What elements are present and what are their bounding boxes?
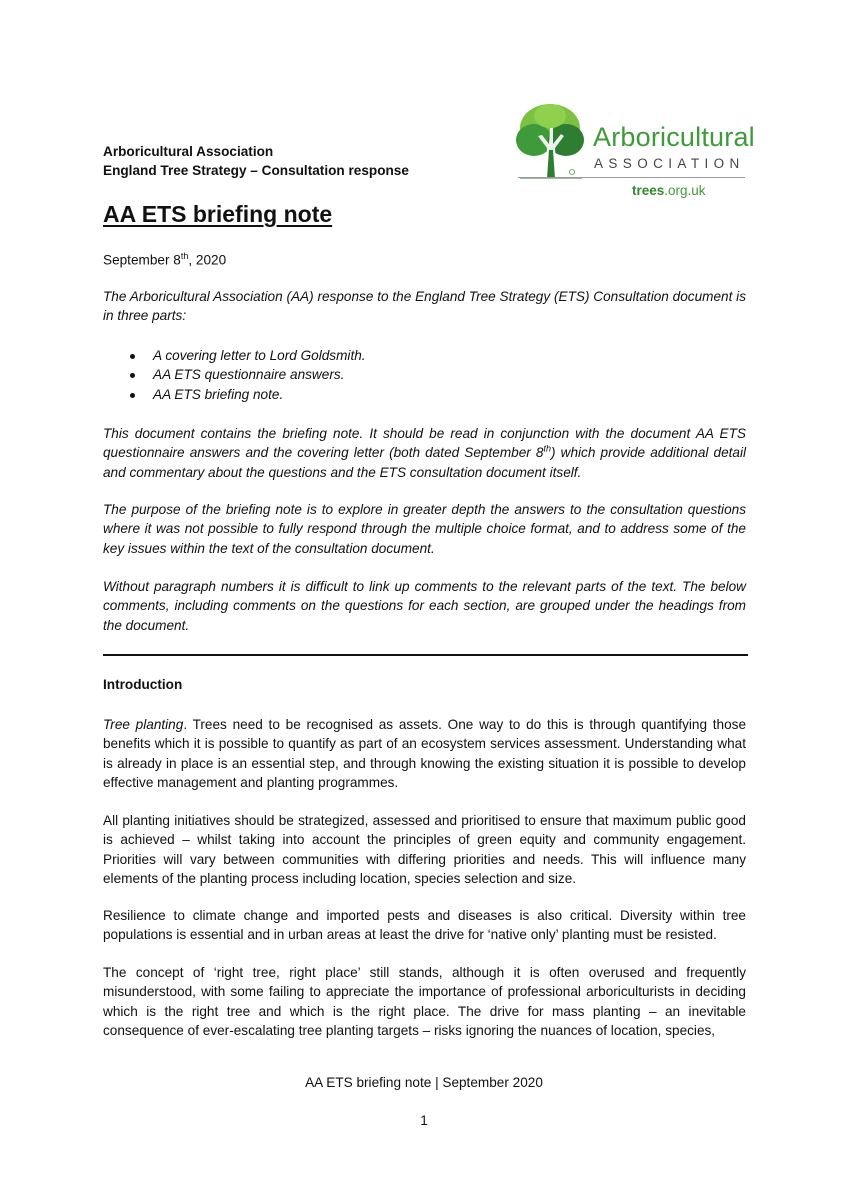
bullet-icon [130, 373, 135, 378]
logo-url-bold: trees [632, 183, 665, 198]
page-footer: AA ETS briefing note | September 2020 [305, 1075, 543, 1090]
intro-paragraph-2: This document contains the briefing note. It should be read in conjunction with the document AA ETS questionnaire answers and the covering letter (both dated September 8th) which provide additional detail and commentary about the questions and the ETS consultation document itself. [103, 426, 747, 480]
tree-logo-icon [512, 100, 590, 180]
section-paragraph-1: Tree planting. Trees need to be recognised as assets. One way to do this is through quantifying those benefits which it is possible to quantify as part of an ecosystem services assessment. Understanding what is already in place is an essential step, and through knowing the existing situation it is possible to develop effective management and planting programmes. [103, 717, 746, 791]
logo-url-rest: .org.uk [664, 183, 706, 198]
header-block [103, 142, 409, 180]
section-heading: Introduction [103, 677, 183, 692]
aa-logo [512, 100, 755, 200]
section-paragraph-3: Resilience to climate change and imported pests and diseases is also critical. Diversity within tree populations is essential and in urban areas at least the drive for ‘native only’ planting must be resisted. [103, 908, 746, 943]
logo-tagline: ASSOCIATION [594, 156, 745, 171]
intro-paragraph-4: Without paragraph numbers it is difficult to link up comments to the relevant parts of the text. The below comments, including comments on the questions for each section, are grouped under the headings from the document. [103, 579, 746, 633]
section-paragraph-4: The concept of ‘right tree, right place’ still stands, although it is often overused and frequently misunderstood, with some failing to appreciate the importance of professional arboriculturists in deciding which is the right tree and which is the right place. The drive for mass planting – an inevitable consequence of ever-escalating tree planting targets – risks ignoring the nuances of location, species, [103, 965, 746, 1039]
logo-url [632, 183, 706, 198]
section-divider [103, 654, 748, 656]
org-name: Arboricultural Association [103, 144, 274, 159]
document-page: Arboricultural Association England Tree Strategy – Consultation response Arboricultural ASSOCIATION trees.org.uk AA ETS briefing note September 8th, 2020 The Arboricultural Association (AA) response to the England Tree Strategy (ETS) Consultation document is in three parts: A covering letter to Lord Goldsmith. AA ETS questionnaire answers. AA ETS briefing note. This document contains the briefing note. It should be read in conjunction with the document AA ETS questionnaire answers and the covering letter (both dated September 8th) which provide additional detail and commentary about the questions and the ETS consultation document itself. The purpose of the briefing note is to explore in greater depth the answers to the consultation questions where it was not possible to fully respond through the multiple choice format, and to address some of the key issues within the text of the consultation document. Without paragraph numbers it is difficult to link up comments to the relevant parts of the text. The below comments, including comments on the questions for each section, are grouped under the headings from the document. Introduction Tree planting. Trees need to be recognised as assets. One way to do this is through quantifying those benefits which it is possible to quantify as part of an ecosystem services assessment. Understanding what is already in place is an essential step, and through knowing the existing situation it is possible to develop effective management and planting programmes. All planting initiatives should be strategized, assessed and prioritised to ensure that maximum public good is achieved – whilst taking into account the principles of green equity and community engagement. Priorities will vary between communities with differing priorities and needs. This will influence many elements of the planting process including location, species selection and size. Resilience to climate change and imported pests and diseases is also critical. Diversity within tree populations is essential and in urban areas at least the drive for ‘native only’ planting must be resisted. The concept of ‘right tree, right place’ still stands, although it is often overused and frequently misunderstood, with some failing to appreciate the importance of professional arboriculturists in deciding which is the right tree and which is the right place. The drive for mass planting – an inevitable consequence of ever-escalating tree planting targets – risks ignoring the nuances of location, species, AA ETS briefing note | September 2020 1 [0, 0, 848, 1200]
document-title: AA ETS briefing note [103, 201, 333, 227]
bullet-icon [130, 354, 135, 359]
logo-divider [518, 177, 745, 178]
intro-paragraph-3: The purpose of the briefing note is to explore in greater depth the answers to the consultation questions where it was not possible to fully respond through the multiple choice format, and to address some of the key issues within the text of the consultation document. [103, 502, 746, 556]
logo-name: Arboricultural [593, 122, 755, 152]
bullet-icon [130, 393, 135, 398]
page-number: 1 [420, 1113, 428, 1128]
section-paragraph-2: All planting initiatives should be strategized, assessed and prioritised to ensure that maximum public good is achieved – whilst taking into account the principles of green equity and community engagement. Priorities will vary between communities with differing priorities and needs. This will influence many elements of the planting process including location, species selection and size. [103, 813, 746, 887]
doc-subtitle: England Tree Strategy – Consultation response [103, 163, 409, 178]
document-date: September 8th, 2020 [103, 251, 227, 268]
intro-paragraph-1: The Arboricultural Association (AA) response to the England Tree Strategy (ETS) Consultation document is in three parts: [103, 289, 746, 324]
